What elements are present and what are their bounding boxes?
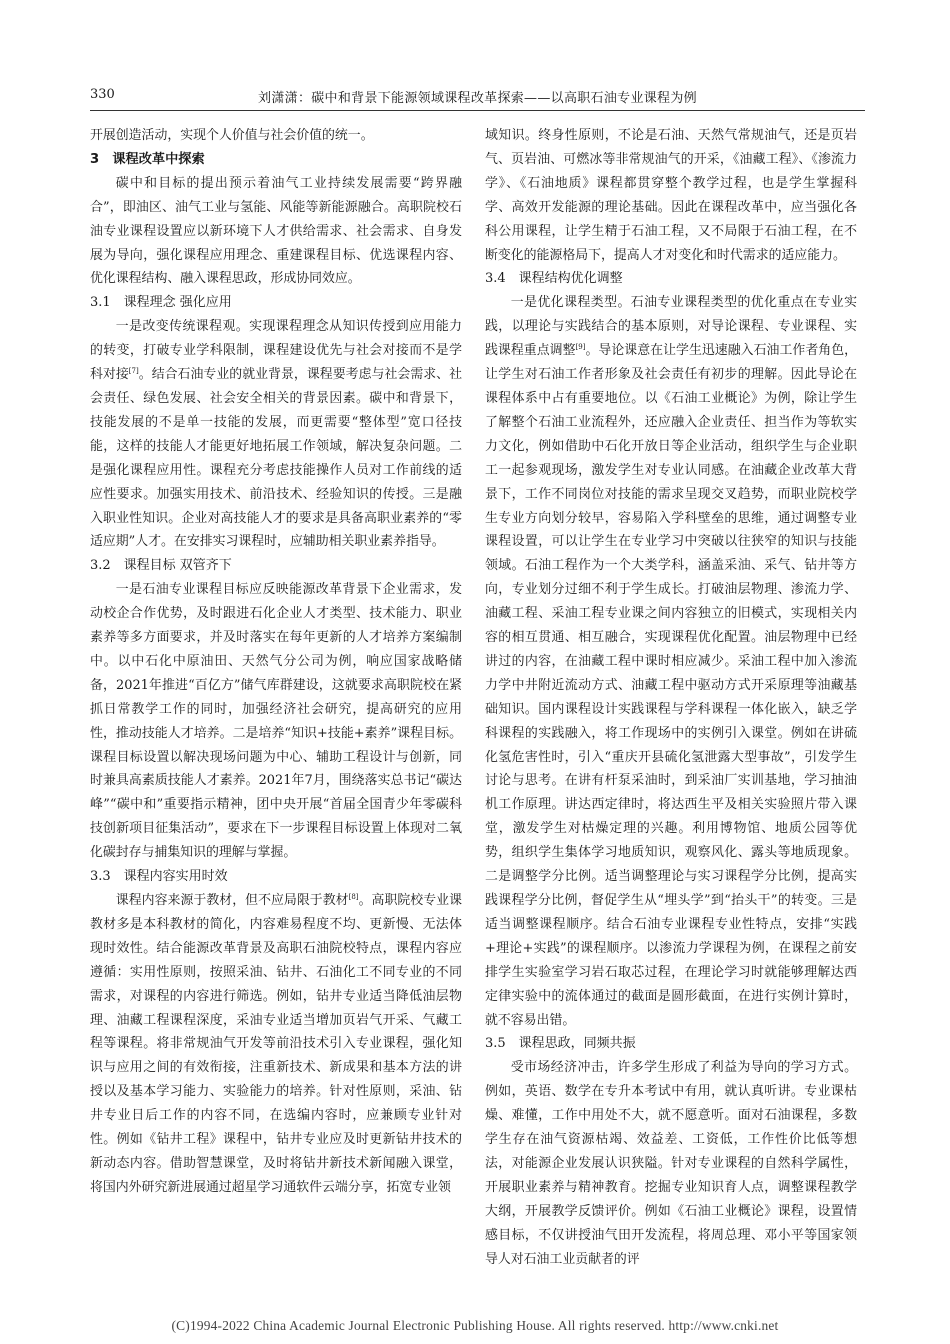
- subsection-heading: 3.3 课程内容实用时效: [90, 869, 228, 885]
- subsection-heading: 3.2 课程目标 双管齐下: [90, 558, 232, 574]
- subsection-heading: 3.1 课程理念 强化应用: [90, 295, 232, 311]
- running-header: [90, 87, 865, 111]
- running-title: 刘潇潇：碳中和背景下能源领域课程改革探索——以高职石油专业课程为例: [258, 91, 697, 106]
- right-column: [485, 124, 857, 1272]
- paragraph: 一是优化课程类型。石油专业课程类型的优化重点在专业实践，以理论与实践结合的基本原则，对导论课程、专业课程、实践课程重点调整[9]。导论课意在让学生迅速融入石油工作者角色，让学生对石油工作者形象及社会责任有初步的理解。因此导论在课程体系中占有重要地位。以《石油工业概论》为例，除让学生了解整个石油工业流程外，还应融入企业责任、担当作为等软实力文化，例如借助中石化开放日等企业活动，组织学生与企业职工一起参观现场，激发学生对专业认同感。在油藏企业改革大背景下，工作不同岗位对技能的需求呈现交叉趋势，而职业院校学生专业方向划分较早，容易陷入学科壁垒的思维，通过调整专业课程设置，可以让学生在专业学习中突破以往狭窄的知识与技能领域。石油工程作为一个大类学科，涵盖采油、采气、钻井等方向，专业划分过细不利于学生成长。打破油层物理、渗流力学、油藏工程、采油工程专业课之间内容独立的旧模式，实现相关内容的相互贯通、相互融合，实现课程优化配置。油层物理中已经讲过的内容，在油藏工程中课时相应减少。采油工程中加入渗流力学中井附近流动方式、油藏工程中驱动方式开采原理等油藏基础知识。国内课程设计实践课程与学科课程一体化嵌入，缺乏学科课程的实践融入，将工作现场中的实例引入课堂。例如在讲硫化氢危害性时，引入“重庆开县硫化氢泄露大型事故”，引发学生讨论与思考。在讲有杆泵采油时，到采油厂实训基地，学习抽油机工作原理。讲达西定律时，将达西生平及相关实验照片带入课堂，激发学生对枯燥定理的兴趣。利用博物馆、地质公园等优势，组织学生集体学习地质知识，观察风化、露头等地质现象。二是调整学分比例。适当调整理论与实习课程学分比例，提高实践课程学分比例，督促学生从“埋头学”到“抬头干”的转变。三是适当调整课程顺序。结合石油专业课程专业性特点，安排“实践+理论+实践”的课程顺序。以渗流力学课程为例，在课程之前安排学生实验室学习岩石取芯过程，在理论学习时就能够理解达西定律实验中的流体通过的截面是圆形截面，在进行实例计算时，就不容易出错。: [485, 295, 858, 1028]
- paragraph: 域知识。终身性原则，不论是石油、天然气常规油气，还是页岩气、页岩油、可燃冰等非常规油气的开采，《油藏工程》、《渗流力学》、《石油地质》课程都贯穿整个教学过程，也是学生掌握科学、高效开发能源的理论基础。因此在课程改革中，应当强化各科公用课程，让学生精于石油工程，又不局限于石油工程，在不断变化的能源格局下，提高人才对变化和时代需求的适应能力。: [485, 128, 857, 263]
- page-number: 330: [90, 87, 115, 102]
- paragraph: 一是改变传统课程观。实现课程理念从知识传授到应用能力的转变，打破专业学科限制，课程建设优先与社会对接而不是学科对接[7]。结合石油专业的就业背景，课程要考虑与社会需求、社会责任、绿色发展、社会安全相关的背景因素。碳中和背景下，技能发展的不是单一技能的发展，而更需要“整体型”宽口径技能，这样的技能人才能更好地拓展工作领域，解决复杂问题。二是强化课程应用性。课程充分考虑技能操作人员对工作前线的适应性要求。加强实用技术、前沿技术、经验知识的传授。三是融入职业性知识。企业对高技能人才的要求是具备高职业素养的“零适应期”人才。在安排实习课程时，应辅助相关职业素养指导。: [90, 319, 463, 550]
- subsection-heading: 3.5 课程思政，同频共振: [485, 1036, 636, 1052]
- header-rule: [90, 110, 865, 111]
- citation-ref: [9]: [575, 343, 586, 352]
- subsection-heading: 3.4 课程结构优化调整: [485, 271, 623, 287]
- section-heading: 3 课程改革中探索: [90, 151, 205, 167]
- paragraph: 碳中和目标的提出预示着油气工业持续发展需要“跨界融合”，即油区、油气工业与氢能、风能等新能源融合。高职院校石油专业课程设置应以新环境下人才供给需求、社会需求、自身发展为导向，强化课程应用理念、重建课程目标、优选课程内容、优化课程结构、融入课程思政，形成协同效应。: [90, 175, 462, 287]
- paragraph: 课程内容来源于教材，但不应局限于教材[8]。高职院校专业课教材多是本科教材的简化，内容难易程度不均、更新慢、无法体现时效性。结合能源改革背景及高职石油院校特点，课程内容应遵循：实用性原则，按照采油、钻井、石油化工不同专业的不同需求，对课程的内容进行筛选。例如，钻井专业适当降低油层物理、油藏工程课程深度，采油专业适当增加页岩气开采、气藏工程等课程。将非常规油气开发等前沿技术引入专业课程，强化知识与应用之间的有效衔接，注重新技术、新成果和基本方法的讲授以及基本学习能力、实验能力的培养。针对性原则，采油、钻井专业日后工作的内容不同，在选编内容时，应兼顾专业针对性。例如《钻井工程》课程中，钻井专业应及时更新钻井技术的新动态内容。借助智慧课堂，及时将钻井新技术新闻融入课堂，将国内外研究新进展通过超星学习通软件云端分享，拓宽专业领: [90, 893, 463, 1195]
- copyright-footer: (C)1994-2022 China Academic Journal Electronic Publishing House. All rights reserved. http://www.cnki.net: [171, 1318, 779, 1333]
- citation-ref: [8]: [348, 893, 359, 901]
- left-column: [90, 124, 462, 1200]
- citation-ref: [7]: [128, 367, 139, 376]
- paragraph: 受市场经济冲击，许多学生形成了利益为导向的学习方式。例如，英语、数学在专升本考试中有用，就认真听讲。专业课枯燥、难懂，工作中用处不大，就不愿意听。面对石油课程，多数学生存在油气资源枯竭、效益差、工资低，工作性价比低等想法，对能源企业发展认识狭隘。针对专业课程的自然科学属性，开展职业素养与精神教育。挖掘专业知识育人点，调整课程教学大纲，开展教学反馈评价。例如《石油工业概论》课程，设置情感目标，不仅讲授油气田开发流程，将周总理、邓小平等国家领导人对石油工业贡献者的评: [485, 1060, 857, 1267]
- paragraph: 一是石油专业课程目标应反映能源改革背景下企业需求，发动校企合作优势，及时跟进石化企业人才类型、技术能力、职业素养等多方面要求，并及时落实在每年更新的人才培养方案编制中。以中石化中原油田、天然气分公司为例，响应国家战略储备，2021年推进“百亿方”储气库群建设，这就要求高职院校在紧抓日常教学工作的同时，加强经济社会研究，提高研究的应用性，推动技能人才培养。二是培养“知识+技能+素养”课程目标。课程目标设置以解决现场问题为中心、辅助工程设计与创新，同时兼具高素质技能人才素养。2021年7月，围绕落实总书记“碳达峰”“碳中和”重要指示精神，团中央开展“首届全国青少年零碳科技创新项目征集活动”，要求在下一步课程目标设置上体现对二氧化碳封存与捕集知识的理解与掌握。: [90, 582, 462, 861]
- paragraph: 开展创造活动，实现个人价值与社会价值的统一。: [90, 128, 374, 143]
